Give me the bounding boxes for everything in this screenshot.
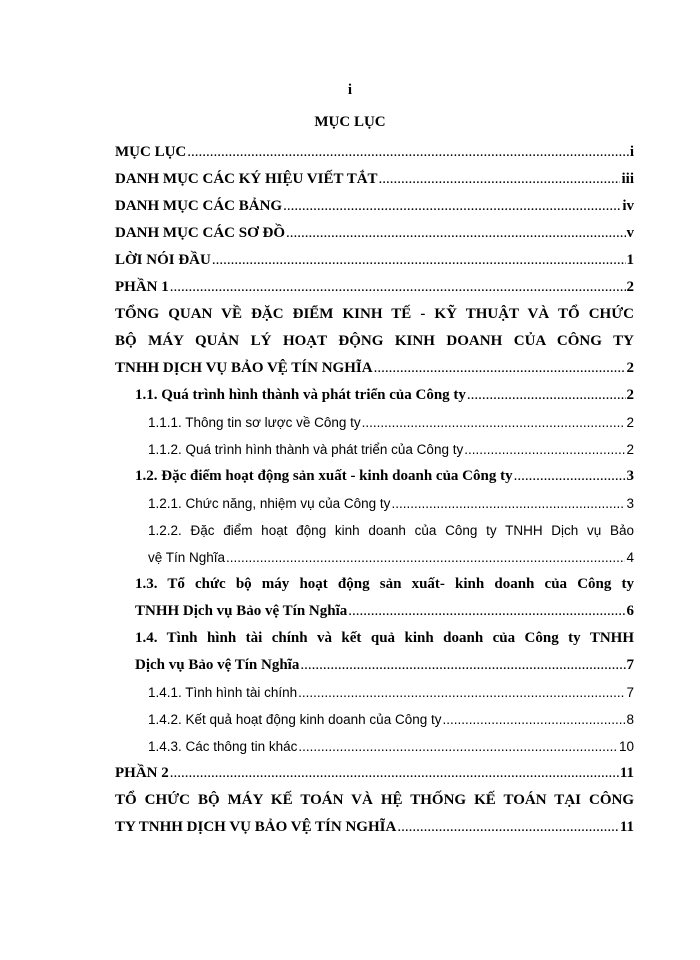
- leader-dots: [379, 166, 621, 193]
- toc-entry-label: 1.1. Quá trình hình thành và phát triển của Công ty: [135, 387, 466, 403]
- toc-entry-page: 2: [626, 360, 634, 376]
- leader-dots: [348, 598, 625, 625]
- toc-entry-label: DANH MỤC CÁC BẢNG: [115, 198, 283, 214]
- toc-entry-page: 7: [626, 657, 634, 673]
- toc-entry-line: TỔNG QUAN VỀ ĐẶC ĐIỂM KINH TẾ - KỸ THUẬT VÀ TỔ CHỨC: [115, 306, 634, 322]
- toc-entry[interactable]: [115, 679, 634, 706]
- toc-entry-page: v: [626, 225, 634, 241]
- toc-entry-page: 3: [626, 468, 634, 484]
- toc-entry-label: 1.4.2. Kết quả hoạt động kinh doanh của Công ty: [148, 712, 442, 727]
- leader-dots: [212, 247, 626, 274]
- toc-entry-page: iv: [622, 198, 634, 214]
- leader-dots: [391, 490, 625, 517]
- toc-entry[interactable]: [115, 760, 634, 787]
- leader-dots: [187, 139, 629, 166]
- toc-entry-label: 1.1.2. Quá trình hình thành và phát triển của Công ty: [148, 442, 464, 457]
- leader-dots: [300, 652, 625, 679]
- toc-entry-page: i: [629, 144, 634, 160]
- toc-entry-label: TY TNHH DỊCH VỤ BẢO VỆ TÍN NGHĨA: [115, 819, 397, 835]
- leader-dots: [286, 220, 626, 247]
- toc-entry[interactable]: [115, 274, 634, 301]
- toc-entry-page: 8: [626, 712, 634, 727]
- toc-entry[interactable]: [115, 166, 634, 193]
- toc-entry[interactable]: [115, 139, 634, 166]
- toc-entry-page: 11: [619, 819, 634, 835]
- toc-entry-line: 1.2.2. Đặc điểm hoạt động kinh doanh của Công ty TNHH Dịch vụ Bảo: [148, 523, 634, 538]
- toc-entry-label: DANH MỤC CÁC KÝ HIỆU VIẾT TẮT: [115, 171, 378, 187]
- leader-dots: [298, 679, 625, 706]
- toc-entry[interactable]: [115, 436, 634, 463]
- toc-entry-line: TỔ CHỨC BỘ MÁY KẾ TOÁN VÀ HỆ THỐNG KẾ TOÁN TẠI CÔNG: [115, 792, 634, 808]
- leader-dots: [170, 274, 626, 301]
- toc-entry-page: 10: [618, 739, 634, 754]
- toc-entry-label: 1.4.3. Các thông tin khác: [148, 739, 298, 754]
- toc-entry-line: 1.3. Tổ chức bộ máy hoạt động sản xuất- kinh doanh của Công ty: [135, 576, 634, 592]
- toc-entry-page: 11: [619, 765, 634, 781]
- toc-entry[interactable]: [115, 220, 634, 247]
- toc-entry-page: 2: [626, 442, 634, 457]
- toc-entry-page: 4: [626, 550, 634, 565]
- toc-entry-line: 1.4. Tình hình tài chính và kết quả kinh doanh của Công ty TNHH: [135, 630, 634, 646]
- leader-dots: [298, 733, 618, 760]
- toc-entry-page: 6: [626, 603, 634, 619]
- leader-dots: [514, 463, 626, 490]
- page-number: i: [347, 82, 353, 98]
- toc-entry[interactable]: [115, 787, 634, 841]
- toc-entry[interactable]: [115, 193, 634, 220]
- leader-dots: [170, 760, 619, 787]
- toc-entry-label: 1.4.1. Tình hình tài chính: [148, 685, 298, 700]
- toc-entry[interactable]: [115, 463, 634, 490]
- leader-dots: [226, 544, 625, 571]
- toc-entry-label: Dịch vụ Bảo vệ Tín Nghĩa: [135, 657, 300, 673]
- table-of-contents: [115, 139, 634, 841]
- toc-entry-page: 2: [626, 415, 634, 430]
- toc-entry-label: TNHH Dịch vụ Bảo vệ Tín Nghĩa: [135, 603, 348, 619]
- toc-entry[interactable]: [115, 247, 634, 274]
- toc-entry[interactable]: [115, 625, 634, 679]
- toc-entry[interactable]: [115, 382, 634, 409]
- toc-entry[interactable]: [115, 733, 634, 760]
- toc-entry-label: 1.1.1. Thông tin sơ lược về Công ty: [148, 415, 361, 430]
- toc-entry-label: PHẦN 1: [115, 279, 169, 295]
- toc-entry-label: vệ Tín Nghĩa: [148, 550, 226, 565]
- toc-entry-page: 1: [626, 252, 634, 268]
- toc-entry[interactable]: [115, 301, 634, 382]
- toc-entry-label: MỤC LỤC: [115, 144, 187, 160]
- toc-entry-label: PHẦN 2: [115, 765, 169, 781]
- toc-entry-page: 7: [626, 685, 634, 700]
- toc-entry-label: LỜI NÓI ĐẦU: [115, 252, 211, 268]
- toc-entry[interactable]: [115, 409, 634, 436]
- leader-dots: [442, 706, 625, 733]
- toc-entry-page: iii: [621, 171, 634, 187]
- leader-dots: [464, 436, 625, 463]
- toc-entry-page: 2: [626, 387, 634, 403]
- leader-dots: [362, 409, 626, 436]
- leader-dots: [467, 382, 626, 409]
- leader-dots: [397, 814, 619, 841]
- toc-entry[interactable]: [115, 571, 634, 625]
- toc-entry[interactable]: [115, 706, 634, 733]
- leader-dots: [283, 193, 621, 220]
- toc-entry[interactable]: [115, 517, 634, 571]
- toc-entry-line: BỘ MÁY QUẢN LÝ HOẠT ĐỘNG KINH DOANH CỦA CÔNG TY: [115, 333, 634, 349]
- toc-entry-page: 3: [626, 496, 634, 511]
- leader-dots: [374, 355, 626, 382]
- toc-entry[interactable]: [115, 490, 634, 517]
- toc-title: MỤC LỤC: [314, 114, 386, 130]
- toc-entry-label: 1.2. Đặc điểm hoạt động sản xuất - kinh doanh của Công ty: [135, 468, 513, 484]
- toc-entry-label: DANH MỤC CÁC SƠ ĐỒ: [115, 225, 285, 241]
- toc-entry-page: 2: [626, 279, 634, 295]
- toc-entry-label: TNHH DỊCH VỤ BẢO VỆ TÍN NGHĨA: [115, 360, 373, 376]
- toc-entry-label: 1.2.1. Chức năng, nhiệm vụ của Công ty: [148, 496, 391, 511]
